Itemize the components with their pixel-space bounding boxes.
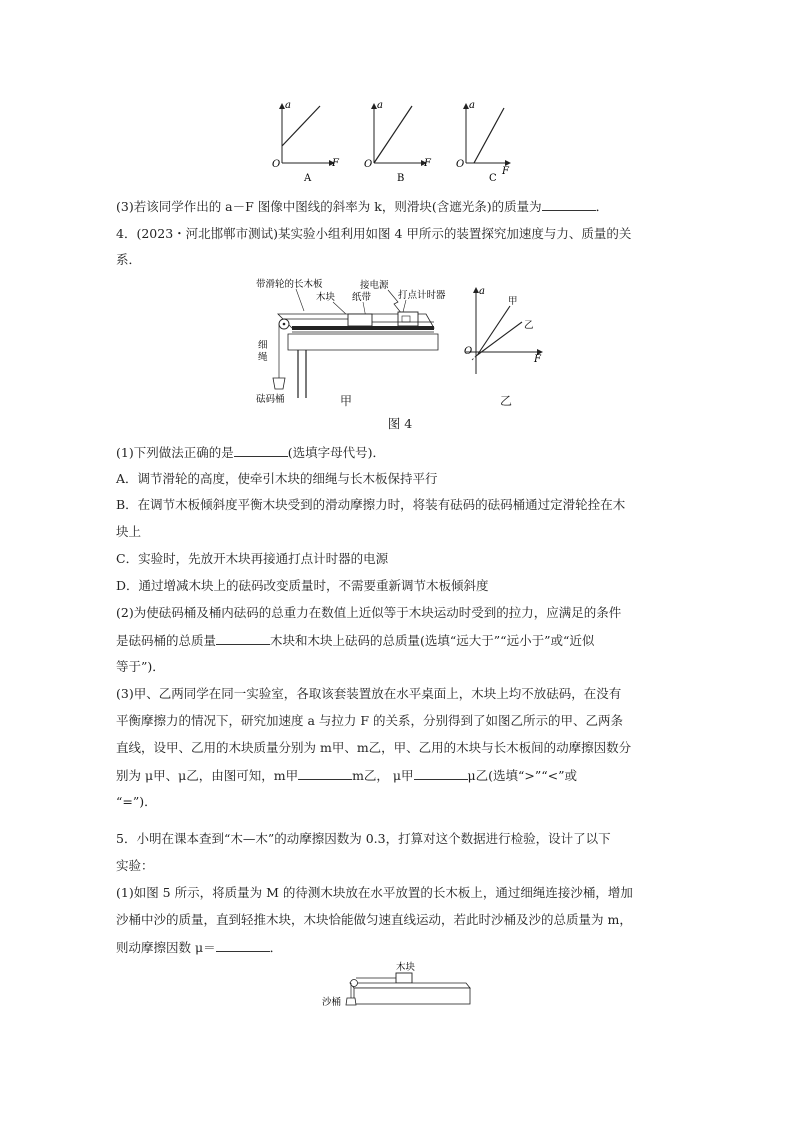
graph-a-y-label: a [285,100,291,111]
q4-p3-line2: 平衡摩擦力的情况下，研究加速度 a 与拉力 F 的关系，分别得到了如图乙所示的甲、乙两条 [116,713,624,728]
fig4-graph-a: a [479,286,485,297]
fig5-bucket-label: 沙桶 [322,997,342,1008]
q5-line1: 5．小明在课本查到“木—木”的动摩擦因数为 0.3，打算对这个数据进行检验，设计了以下 [116,831,611,846]
fig4-line-yi: 乙 [524,320,534,331]
q3-line: (3)若该同学作出的 a－F 图像中图线的斜率为 k，则滑块(含遮光条)的质量为 ． [116,199,609,214]
q3-text: (3)若该同学作出的 a－F 图像中图线的斜率为 k，则滑块(含遮光条)的质量为 [116,199,542,214]
fig4-caption: 图 4 [387,416,413,431]
q4-opt-b1: B．在调节木板倾斜度平衡木块受到的滑动摩擦力时，将装有砝码的砝码桶通过定滑轮拴在木 [116,497,626,512]
fig5-block-label: 木块 [396,962,416,973]
fig4-apparatus [248,278,448,406]
graph-c-caption: C [489,173,497,184]
q4-p2-line3: 等于”)． [116,659,165,674]
timer-label: 打点计时器 [398,290,446,301]
power-label: 接电源 [360,280,389,291]
q4-p3-text-c: μ乙(选填“>”“<”或 [467,768,578,783]
q4-p1-tail: (选填字母代号)． [287,445,385,460]
q4-p2-text-b: 木块和木块上砝码的总质量(选填“远大于”“远小于”或“近似 [270,633,595,648]
graph-a-caption: A [304,173,312,184]
q4-p1-blank [234,443,288,457]
q4-p1-text: (1)下列做法正确的是 [116,445,234,460]
graph-a-x-label: F [332,158,339,169]
fig4-graph-f: F [534,354,541,365]
q4-p2-line2 [116,631,676,650]
graph-b [364,100,432,184]
graph-c-x-label: F [502,166,509,177]
fig4-sub-jia: 甲 [339,394,352,408]
q4-opt-d: D．通过增减木块上的砝码改变质量时，不需要重新调节木板倾斜度 [116,578,489,593]
graph-c-y-label: a [469,100,475,111]
block-label: 木块 [316,292,336,303]
graph-c-origin: O [456,159,465,170]
bucket-label: 砝码桶 [256,394,285,405]
q4-p3-blank-1 [298,766,352,780]
rope-label-1: 细 [258,340,268,351]
graph-b-y-label: a [377,100,383,111]
fig4-graph [458,284,548,380]
fig4-graph-o: O [464,346,473,357]
graph-b-caption: B [397,173,405,184]
q5-p1-line2: 沙桶中沙的质量，直到轻推木块，木块恰能做匀速直线运动，若此时沙桶及沙的总质量为 m， [116,912,632,927]
graph-c [456,100,510,184]
fig4-line-jia: 甲 [508,296,518,307]
graph-b-origin: O [364,159,373,170]
q4-line1: 4．(2023・河北邯郸市测试)某实验小组利用如图 4 甲所示的装置探究加速度与力、质量的关 [116,226,632,241]
fig4-sub-yi: 乙 [499,394,512,408]
fig5-apparatus [320,960,480,1012]
q3-blank [542,197,596,211]
q4-p3-line1: (3)甲、乙两同学在同一实验室，各取该套装置放在水平桌面上，木块上均不放砝码，在没有 [116,686,622,701]
board-label: 带滑轮的长木板 [256,279,323,290]
q4-p1 [116,443,676,462]
q5-p1-text: 则动摩擦因数 μ＝ [116,940,216,955]
q4-p2-line1: (2)为使砝码桶及桶内砝码的总重力在数值上近似等于木块运动时受到的拉力，应满足的条件 [116,605,622,620]
q4-line2: 系． [116,252,142,267]
q4-p3-text-a: 别为 μ甲、μ乙，由图可知，m甲 [116,768,299,783]
q4-p3-line3: 直线，设甲、乙用的木块质量分别为 m甲、m乙，甲、乙用的木块与长木板间的动摩擦因数分 [116,740,632,755]
q4-opt-b2: 块上 [116,524,142,539]
graph-b-x-label: F [424,158,431,169]
q5-p1-line3: 则动摩擦因数 μ＝ ． [116,940,283,955]
graph-a-origin: O [272,159,281,170]
graphs-abc-figure [262,98,512,188]
q4-opt-a: A．调节滑轮的高度，使牵引木块的细绳与长木板保持平行 [116,471,438,486]
rope-label-2: 绳 [258,352,268,363]
q4-p3-line4 [116,766,676,785]
q4-opt-c: C．实验时，先放开木块再接通打点计时器的电源 [116,551,389,566]
q4-p3-line5: “=”)． [116,794,157,809]
tape-label: 纸带 [352,292,372,303]
graph-a [272,100,340,184]
q4-p3-blank-2 [414,766,468,780]
q5-line2: 实验： [116,858,154,873]
q4-p2-text-a: 是砝码桶的总质量 [116,633,217,648]
q5-p1-line1: (1)如图 5 所示，将质量为 M 的待测木块放在水平放置的长木板上，通过细绳连接沙桶，增加 [116,885,633,900]
q4-p3-text-b: m乙， μ甲 [352,768,414,783]
q4-p2-blank [216,631,270,645]
q5-p1-blank [216,938,270,952]
